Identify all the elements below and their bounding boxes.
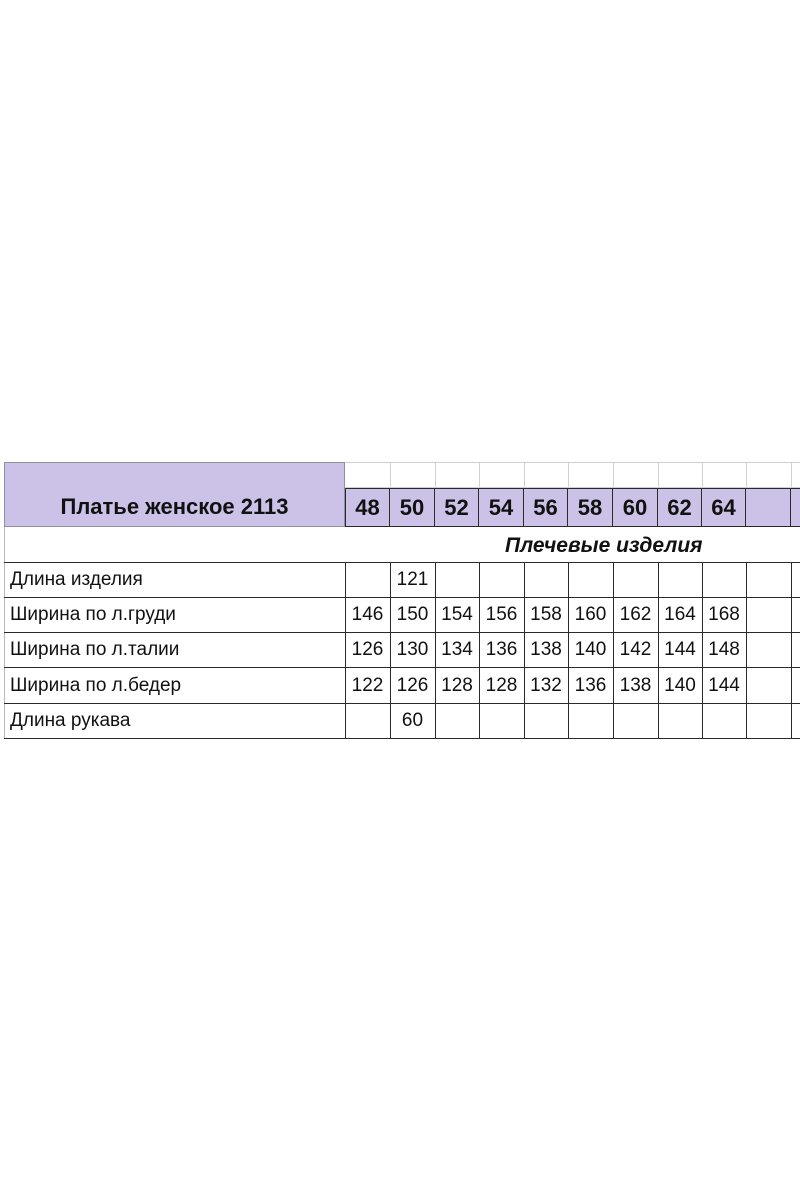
measurement-value-cell: 121 <box>396 568 429 590</box>
measurement-value-cell <box>568 703 613 738</box>
measurement-value-cell: 146 <box>351 603 384 625</box>
header-top-strip-divider <box>568 462 569 488</box>
measurement-value-cell: 134 <box>441 638 473 660</box>
header-top-strip-divider <box>702 462 703 488</box>
header-top-strip-divider <box>479 462 480 488</box>
measurement-value-cell: 138 <box>530 638 562 660</box>
size-header-cell: 58 <box>568 488 613 527</box>
measurement-value-cell <box>702 562 746 597</box>
header-top-strip-divider <box>524 462 525 488</box>
measurement-value-cell: 168 <box>708 603 740 625</box>
measurement-value-cell <box>345 562 390 597</box>
measurement-value-cell: 150 <box>396 603 429 625</box>
size-header-cell: 48 <box>345 488 390 527</box>
measurement-value-cell <box>613 703 658 738</box>
measurement-value-cell <box>524 703 568 738</box>
table-title: Платье женское 2113 <box>4 462 345 527</box>
measurement-value-cell: 158 <box>530 603 562 625</box>
measurement-value-cell <box>568 562 613 597</box>
size-header-cell: 54 <box>479 488 524 527</box>
measurement-value-cell: 156 <box>485 603 518 625</box>
measurement-value-cell: 128 <box>441 674 473 696</box>
measurement-value-cell: 162 <box>619 603 652 625</box>
measurement-value-cell <box>702 703 746 738</box>
measurement-value-cell <box>435 562 479 597</box>
measurement-value-cell <box>613 562 658 597</box>
measurement-label: Длина изделия <box>10 568 143 590</box>
measurement-value-cell: 164 <box>664 603 696 625</box>
measurement-value-cell <box>791 597 800 632</box>
header-top-strip-divider <box>746 462 747 488</box>
grid-row-line <box>4 738 800 739</box>
measurement-value-cell <box>791 562 800 597</box>
measurement-value-cell <box>658 703 702 738</box>
measurement-value-cell: 136 <box>574 674 607 696</box>
size-header-cell: 50 <box>390 488 435 527</box>
measurement-value-cell: 138 <box>619 674 652 696</box>
measurement-value-cell <box>746 703 791 738</box>
measurement-value-cell: 128 <box>485 674 518 696</box>
size-header-cell <box>791 488 800 527</box>
measurement-value-cell: 148 <box>708 638 740 660</box>
size-header-cell: 56 <box>524 488 568 527</box>
measurement-value-cell <box>435 703 479 738</box>
measurement-label: Ширина по л.талии <box>10 638 180 660</box>
size-header-cell: 60 <box>613 488 658 527</box>
measurement-value-cell <box>746 597 791 632</box>
measurement-value-cell <box>746 562 791 597</box>
size-header-cell: 62 <box>658 488 702 527</box>
measurement-value-cell: 126 <box>351 638 384 660</box>
measurement-value-cell: 130 <box>396 638 429 660</box>
measurement-value-cell: 132 <box>530 674 562 696</box>
measurement-value-cell <box>524 562 568 597</box>
measurement-value-cell: 154 <box>441 603 473 625</box>
measurement-label: Ширина по л.груди <box>10 603 176 625</box>
measurement-value-cell <box>658 562 702 597</box>
measurement-value-cell <box>791 668 800 703</box>
measurement-value-cell: 140 <box>574 638 607 660</box>
measurement-value-cell <box>479 562 524 597</box>
section-subtitle: Плечевые изделия <box>505 534 703 557</box>
size-header-cell: 64 <box>702 488 746 527</box>
header-top-strip-divider <box>435 462 436 488</box>
measurement-value-cell: 144 <box>708 674 740 696</box>
measurement-value-cell: 136 <box>485 638 518 660</box>
measurement-value-cell <box>345 703 390 738</box>
size-header-cell: 52 <box>435 488 479 527</box>
measurement-value-cell: 142 <box>619 638 652 660</box>
measurement-value-cell <box>746 668 791 703</box>
measurement-value-cell: 144 <box>664 638 696 660</box>
measurement-value-cell <box>791 703 800 738</box>
measurement-value-cell: 140 <box>664 674 696 696</box>
size-header-cell <box>746 488 791 527</box>
measurement-value-cell <box>479 703 524 738</box>
measurement-value-cell: 122 <box>351 674 384 696</box>
measurement-value-cell <box>791 632 800 667</box>
header-top-strip <box>345 462 800 488</box>
measurement-value-cell: 126 <box>396 674 429 696</box>
header-top-strip-divider <box>390 462 391 488</box>
measurement-value-cell: 160 <box>574 603 607 625</box>
measurement-value-cell <box>746 632 791 667</box>
measurement-value-cell: 60 <box>401 709 424 731</box>
header-top-strip-divider <box>613 462 614 488</box>
header-top-strip-divider <box>658 462 659 488</box>
measurement-label: Ширина по л.бедер <box>10 674 182 696</box>
measurement-label: Длина рукава <box>10 709 131 731</box>
header-top-strip-divider <box>791 462 792 488</box>
